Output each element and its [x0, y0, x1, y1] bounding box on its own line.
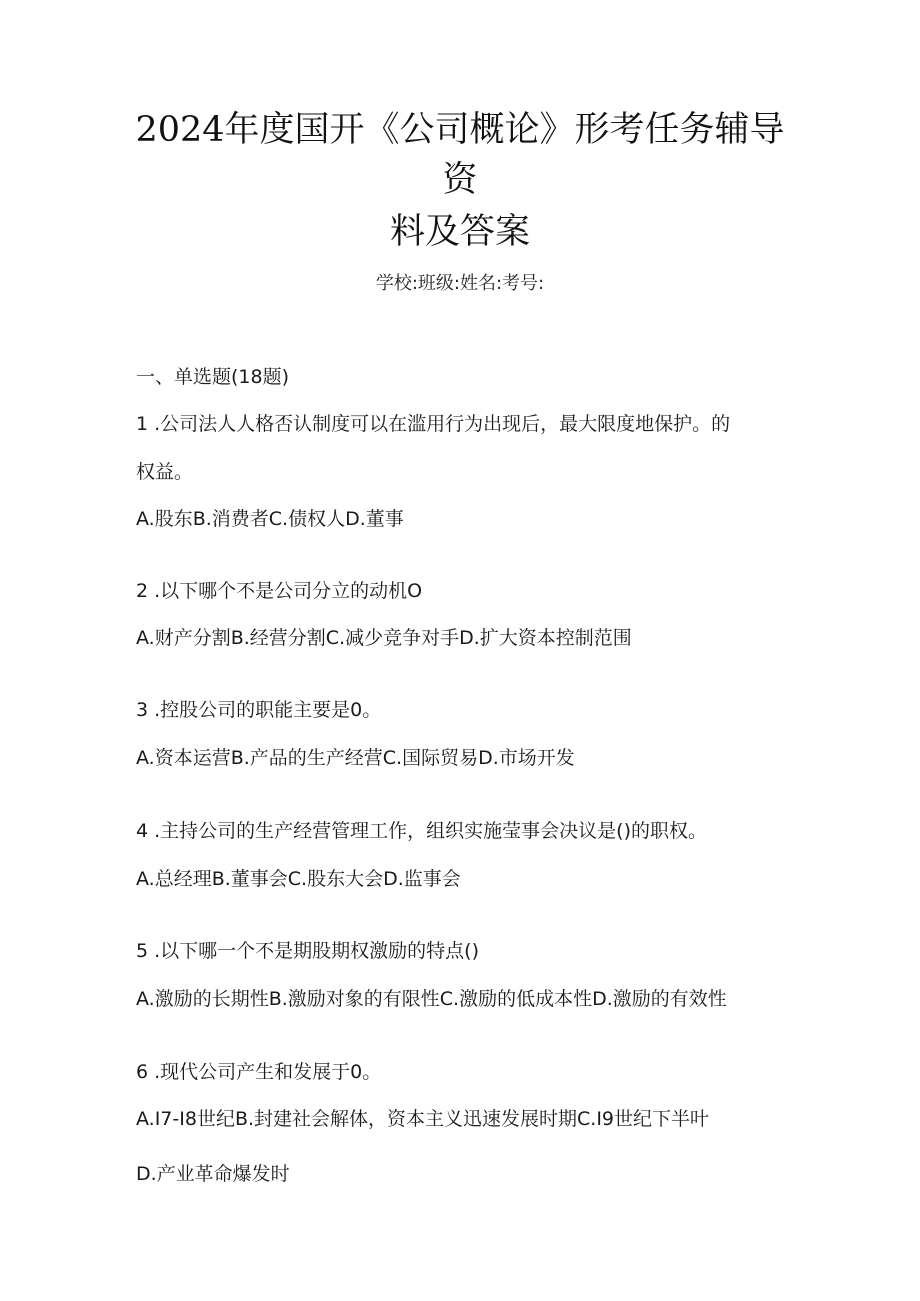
document-title-line-1: 2024年度国开《公司概论》形考任务辅导 — [135, 110, 785, 150]
question-stem: 3 .控股公司的职能主要是0。 — [136, 699, 382, 721]
student-info-line: 学校:班级:姓名:考号: — [375, 273, 545, 294]
question-stem-continued: 权益。 — [136, 461, 194, 483]
document-title-line-3: 料及答案 — [389, 212, 530, 252]
document-title-line-2: 资 — [442, 160, 478, 200]
question-stem: 6 .现代公司产生和发展于0。 — [136, 1061, 382, 1083]
question-options: A.激励的长期性B.激励对象的有限性C.激励的低成本性D.激励的有效性 — [136, 988, 727, 1010]
question-stem: 1 .公司法人人格否认制度可以在滥用行为出现后，最大限度地保护。的 — [136, 413, 731, 435]
question-stem: 5 .以下哪一个不是期股期权激励的特点() — [136, 940, 479, 962]
question-stem: 4 .主持公司的生产经营管理工作，组织实施莹事会决议是()的职权。 — [136, 820, 707, 842]
section-heading: 一、单选题(18题) — [136, 366, 290, 388]
question-options: A.资本运营B.产品的生产经营C.国际贸易D.市场开发 — [136, 747, 575, 769]
question-options-continued: D.产业革命爆发时 — [136, 1163, 290, 1185]
question-options: A.总经理B.董事会C.股东大会D.监事会 — [136, 868, 461, 890]
question-options: A.财产分割B.经营分割C.减少竞争对手D.扩大资本控制范围 — [136, 627, 632, 649]
question-options: A.股东B.消费者C.债权人D.董事 — [136, 508, 404, 530]
question-stem: 2 .以下哪个不是公司分立的动机O — [136, 580, 423, 602]
question-options: A.I7-I8世纪B.封建社会解体，资本主义迅速发展时期C.I9世纪下半叶 — [136, 1108, 710, 1130]
